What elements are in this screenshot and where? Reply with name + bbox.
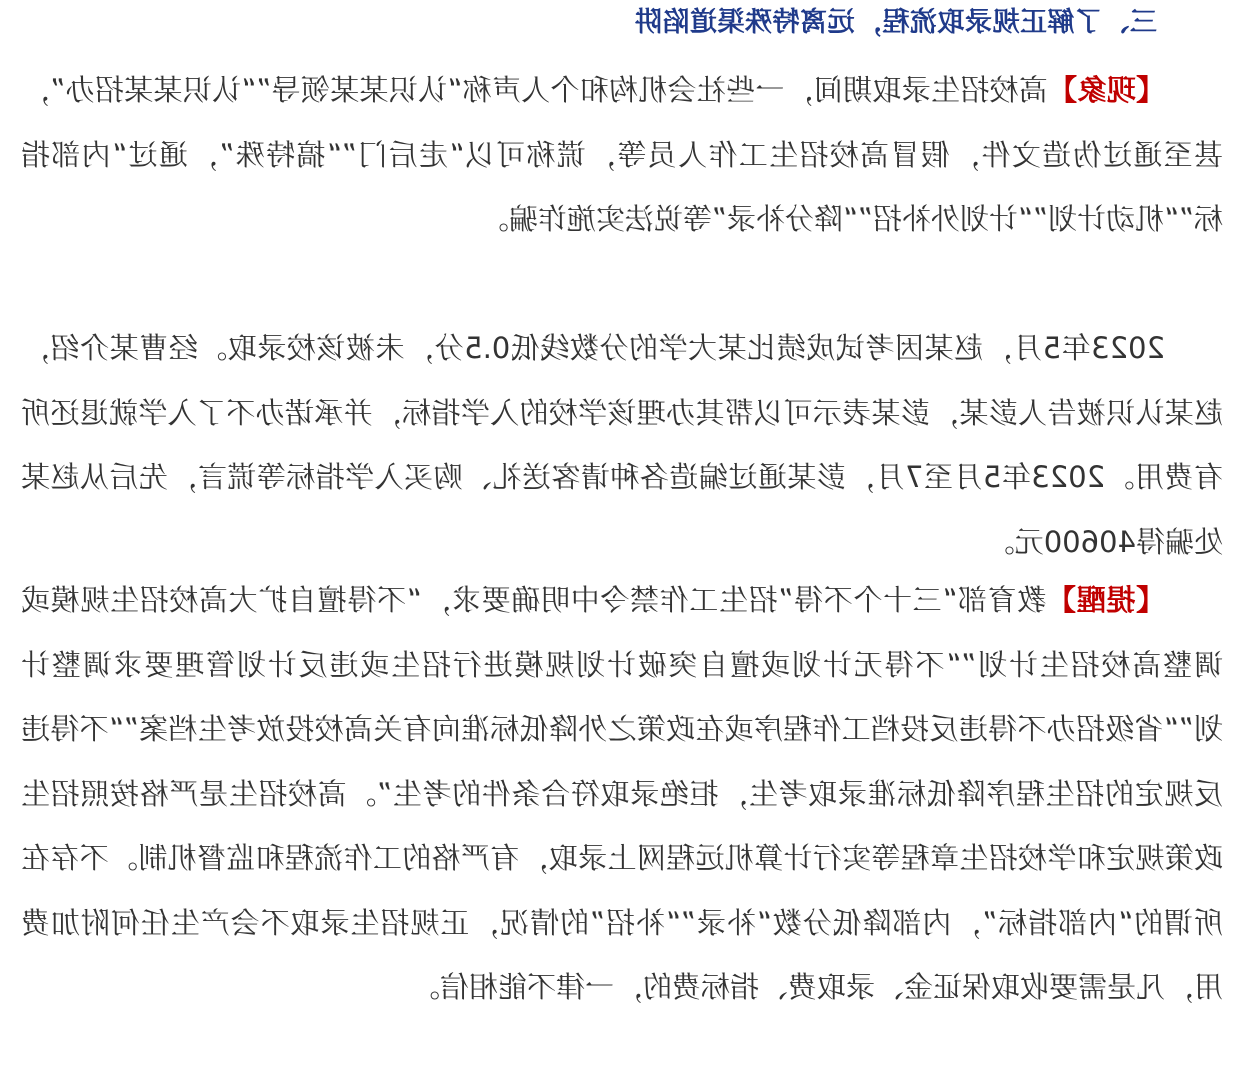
- case-text: 2023年5月，赵某因考试成绩比某大学的分数线低0.5分，未被该校录取。经曹某介绍，赵某认识被告人彭某，彭某表示可以帮其办理该学校的入学指标，并承诺办不了入学就退还所有费用。2023年5月至7月，彭某通过编造各种请客送礼、购买入学指标等谎言，先后从赵某处骗得40600元。: [21, 331, 1223, 559]
- case-paragraph: [21, 316, 1223, 574]
- phenomenon-paragraph: [21, 58, 1223, 252]
- section-heading: 三、了解正规录取流程，远离特殊渠道陷阱: [634, 7, 1157, 38]
- phenomenon-text: 高校招生录取期间，一些社会机构和个人声称“认识某某领导”“认识某某招办”，甚至通过伪造文件，假冒高校招生工作人员等，谎称可以“走后门”“搞特殊”，通过“内部指标”“机动计划”“计划外补招”“降分补录”等说法实施诈骗。: [21, 73, 1223, 236]
- phenomenon-tag: 【现象】: [1047, 73, 1165, 107]
- reminder-tag: 【提醒】: [1046, 583, 1165, 617]
- reminder-paragraph: [21, 568, 1223, 1020]
- reminder-text: 教育部“三十个不得”招生工作禁令中明确要求，“不得擅自扩大高校招生规模或调整高校招生计划”“不得无计划或擅自突破计划规模进行招生或违反计划管理要求调整计划”“省级招办不得违反投档工作程序或在政策之外降低标准向有关高校投放考生档案”“不得违反规定的招生程序降低标准录取考生，拒绝录取符合条件的考生”。高校招生是严格按照招生政策规定和学校招生章程等实行计算机远程网上录取，有严格的工作流程和监督机制。不存在所谓的“内部指标”，内部降低分数“补录”“补招”的情况，正规招生录取不会产生任何附加费用，凡是需要收取保证金、录取费、指标费的，一律不能相信。: [21, 583, 1223, 1004]
